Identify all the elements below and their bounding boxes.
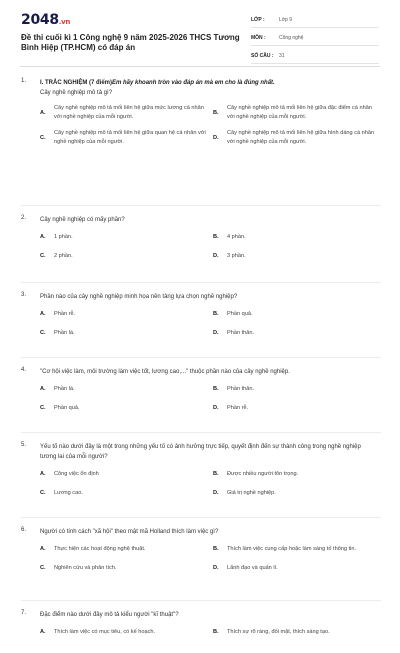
meta-label: SỐ CÂU :	[251, 53, 274, 59]
option-text: Thích làm việc cung cấp hoặc làm sáng tỏ thông tin.	[227, 545, 357, 552]
option-letter: D.	[213, 404, 219, 411]
option-c[interactable]	[40, 327, 213, 339]
option-a[interactable]	[40, 383, 213, 395]
option-c[interactable]	[40, 402, 213, 414]
option-letter: A.	[40, 385, 46, 392]
option-text: Lương cao.	[54, 489, 83, 496]
option-a[interactable]	[40, 468, 213, 480]
option-d[interactable]	[213, 250, 386, 262]
option-d[interactable]	[213, 129, 386, 147]
options	[40, 383, 381, 429]
option-text: Nghiên cứu và phân tích.	[54, 564, 117, 571]
option-letter: A.	[40, 470, 46, 477]
option-letter: B.	[213, 109, 219, 116]
options	[40, 308, 381, 354]
question-number: 2.	[21, 215, 27, 221]
question-4	[21, 367, 381, 433]
question-number: 6.	[21, 527, 27, 533]
option-c[interactable]	[40, 487, 213, 499]
meta-panel	[251, 13, 379, 67]
options	[40, 468, 381, 514]
options	[40, 231, 381, 277]
option-letter: C.	[40, 564, 46, 571]
option-letter: A.	[40, 545, 46, 552]
meta-row-count	[251, 49, 379, 64]
meta-value: 31	[279, 53, 285, 59]
question-text: Cây nghề nghiệp có mấy phần?	[40, 217, 125, 223]
option-letter: A.	[40, 310, 46, 317]
question-3	[21, 292, 381, 358]
brand-logo[interactable]	[21, 12, 70, 28]
question-number: 7.	[21, 610, 27, 616]
option-d[interactable]	[213, 327, 386, 339]
option-letter: B.	[213, 233, 219, 240]
option-letter: C.	[40, 329, 46, 336]
option-letter: C.	[40, 134, 46, 141]
option-d[interactable]	[213, 487, 386, 499]
option-c[interactable]	[40, 250, 213, 262]
option-letter: D.	[213, 564, 219, 571]
option-text: Phần lá.	[54, 385, 75, 392]
option-letter: C.	[40, 489, 46, 496]
option-b[interactable]	[213, 104, 386, 122]
option-text: Thực hiện các hoạt động nghệ thuật.	[54, 545, 146, 552]
option-text: Phần quả.	[54, 404, 80, 411]
option-b[interactable]	[213, 231, 386, 243]
option-letter: A.	[40, 109, 46, 116]
document-header	[0, 0, 400, 66]
question-2	[21, 215, 381, 283]
question-5	[21, 442, 381, 518]
option-text: Phần quả.	[227, 310, 253, 317]
option-text: Cây nghề nghiệp mô tả mối liên hệ giữa quan hệ cá nhân với nghề nghiệp của mỗi người.	[54, 130, 206, 145]
question-text	[40, 78, 381, 98]
option-text: 1 phần.	[54, 233, 73, 240]
header-divider	[20, 66, 380, 67]
option-text: Phần lá.	[54, 329, 75, 336]
meta-label: LỚP :	[251, 17, 265, 23]
brand-name: 2048	[21, 12, 59, 28]
option-text: Lãnh đạo và quản lí.	[227, 564, 278, 571]
option-text: Thích làm việc có mục tiêu, có kế hoạch.	[54, 628, 156, 635]
options	[40, 543, 381, 589]
option-letter: B.	[213, 628, 219, 635]
option-letter: C.	[40, 404, 46, 411]
option-a[interactable]	[40, 308, 213, 320]
option-a[interactable]	[40, 626, 213, 638]
meta-row-class	[251, 13, 379, 28]
brand-suffix: .vn	[58, 18, 71, 26]
option-letter: D.	[213, 329, 219, 336]
option-c[interactable]	[40, 129, 213, 147]
option-text: Giá trị nghề nghiệp.	[227, 489, 276, 496]
document-title: Đề thi cuối kì 1 Công nghệ 9 năm 2025-2026 THCS Tương Bình Hiệp (TP.HCM) có đáp án	[21, 33, 240, 52]
option-letter: B.	[213, 470, 219, 477]
option-letter: B.	[213, 385, 219, 392]
option-text: Phần rễ.	[54, 310, 76, 317]
option-text: Cây nghề nghiệp mô tả mối liên hệ giữa đặc điểm cá nhân với nghề nghiệp của mỗi người.	[227, 105, 372, 120]
option-letter: D.	[213, 134, 219, 141]
question-text: Đặc điểm nào dưới đây mô tả kiểu người "kĩ thuật"?	[40, 612, 179, 618]
option-b[interactable]	[213, 383, 386, 395]
option-letter: B.	[213, 545, 219, 552]
question-number: 4.	[21, 367, 27, 373]
option-text: Được nhiều người tôn trọng.	[227, 470, 299, 477]
option-b[interactable]	[213, 308, 386, 320]
option-b[interactable]	[213, 468, 386, 480]
option-text: 4 phần.	[227, 233, 246, 240]
question-1	[21, 78, 381, 206]
options	[40, 104, 381, 162]
question-number: 5.	[21, 442, 27, 448]
option-d[interactable]	[213, 562, 386, 574]
question-text: "Cơ hội việc làm, môi trường làm việc tốt, lương cao,..." thuộc phần nào của cây nghề nghiệp.	[40, 369, 290, 375]
meta-label: MÔN :	[251, 35, 266, 41]
question-7	[21, 610, 381, 650]
question-number: 1.	[21, 78, 27, 84]
options	[40, 626, 381, 653]
option-text: Cây nghề nghiệp mô tả mối liên hệ giữa hình dáng cá nhân với nghề nghiệp của mỗi người.	[227, 130, 375, 145]
section-heading: I. TRẮC NGHIỆM (7 điểm)	[40, 80, 113, 86]
option-b[interactable]	[213, 626, 386, 638]
question-text: Yếu tố nào dưới đây là một trong những yếu tố có ảnh hưởng trực tiếp, quyết định đến sự thành công trong nghề nghiệp tương lai của mỗi người?	[40, 444, 361, 460]
option-letter: D.	[213, 252, 219, 259]
option-text: Phần thân.	[227, 329, 255, 336]
option-text: Cây nghề nghiệp mô tả mối liên hệ giữa mức lương cá nhân với nghề nghiệp của mỗi người.	[54, 105, 204, 120]
option-b[interactable]	[213, 543, 386, 555]
option-a[interactable]	[40, 231, 213, 243]
option-letter: A.	[40, 628, 46, 635]
option-c[interactable]	[40, 562, 213, 574]
section-instruction: Em hãy khoanh tròn vào đáp án mà em cho là đúng nhất.	[112, 80, 275, 86]
option-a[interactable]	[40, 104, 213, 122]
option-text: 3 phần.	[227, 252, 246, 259]
option-a[interactable]	[40, 543, 213, 555]
option-letter: A.	[40, 233, 46, 240]
option-letter: D.	[213, 489, 219, 496]
question-prompt: Cây nghề nghiệp mô tả gì?	[40, 90, 113, 96]
option-text: Công việc ổn định	[54, 470, 99, 477]
question-text: Phần nào của cây nghề nghiệp minh họa nền tảng lựa chọn nghề nghiệp?	[40, 294, 238, 300]
question-text: Người có tính cách "xã hội" theo mật mã Holland thích làm việc gì?	[40, 529, 219, 535]
option-text: 2 phần.	[54, 252, 73, 259]
option-text: Phần thân.	[227, 385, 255, 392]
question-6	[21, 527, 381, 601]
option-d[interactable]	[213, 402, 386, 414]
option-text: Thích sự rõ ràng, đối mặt, thích sáng tạo.	[227, 628, 330, 635]
meta-row-subject	[251, 31, 379, 46]
option-letter: B.	[213, 310, 219, 317]
question-list	[0, 78, 400, 650]
meta-value: Công nghệ	[279, 35, 304, 41]
option-letter: C.	[40, 252, 46, 259]
option-text: Phần rễ.	[227, 404, 249, 411]
question-number: 3.	[21, 292, 27, 298]
meta-value: Lớp 9	[279, 17, 293, 23]
